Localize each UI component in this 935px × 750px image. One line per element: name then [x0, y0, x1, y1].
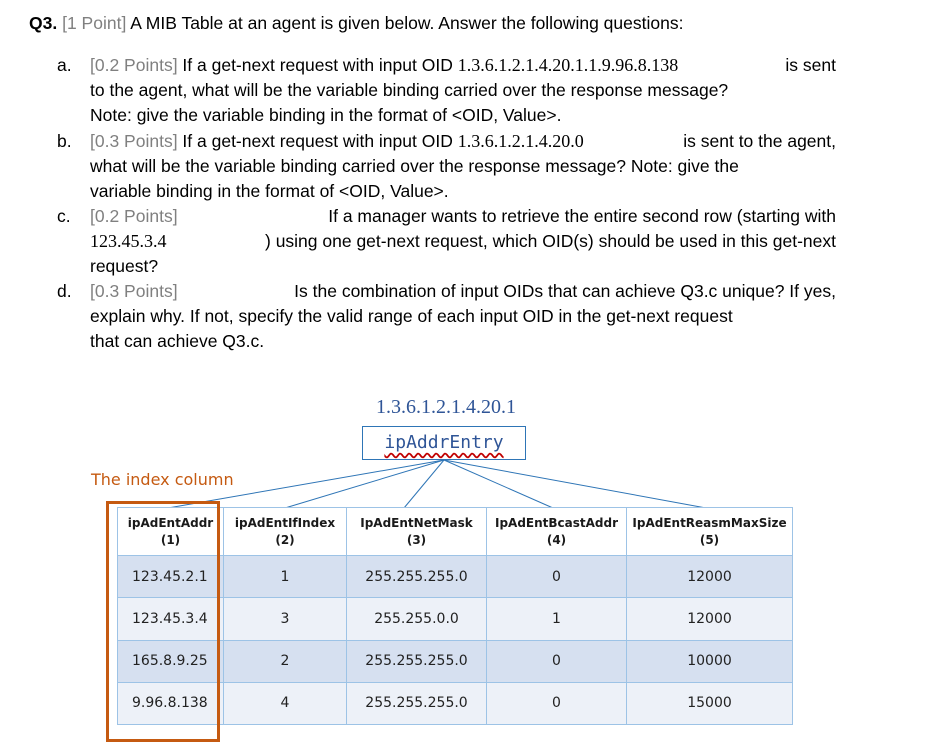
- column-header: ipAdEntIfIndex (2): [224, 508, 347, 556]
- table-cell: 165.8.9.25: [118, 640, 224, 682]
- table-cell: 4: [224, 682, 347, 724]
- question-text: A MIB Table at an agent is given below. Answer the following questions:: [130, 13, 684, 33]
- table-cell: 2: [224, 640, 347, 682]
- item-points: [0.3 Points]: [90, 131, 178, 151]
- column-header: IpAdEntBcastAddr (4): [487, 508, 627, 556]
- table-cell: 12000: [627, 598, 793, 640]
- column-header: IpAdEntReasmMaxSize (5): [627, 508, 793, 556]
- table-cell: 0: [487, 682, 627, 724]
- item-label: b.: [57, 131, 72, 151]
- table-cell: 10000: [627, 640, 793, 682]
- table-cell: 255.255.255.0: [347, 640, 487, 682]
- table-cell: 255.255.255.0: [347, 556, 487, 598]
- question-number: Q3.: [29, 13, 58, 33]
- table-cell: 255.255.0.0: [347, 598, 487, 640]
- table-cell: 9.96.8.138: [118, 682, 224, 724]
- item-line: [0.2 Points] If a get-next request with input OID 1.3.6.1.2.1.4.20.1.1.9.96.8.138 is sent: [90, 55, 836, 75]
- input-oid: 1.3.6.1.2.1.4.20.0: [457, 131, 584, 151]
- column-header: ipAdEntAddr (1): [118, 508, 224, 556]
- item-points: [0.3 Points]: [90, 281, 178, 301]
- row-oid: 123.45.3.4: [90, 231, 167, 251]
- connector-line: [404, 460, 444, 508]
- entry-oid: 1.3.6.1.2.1.4.20.1: [376, 396, 516, 418]
- item-line: to the agent, what will be the variable binding carried over the response message?: [90, 80, 729, 100]
- table-cell: 123.45.2.1: [118, 556, 224, 598]
- item-line: [0.3 Points] If a get-next request with input OID 1.3.6.1.2.1.4.20.0 is sent to the agent,: [90, 131, 836, 151]
- item-line: explain why. If not, specify the valid range of each input OID in the get-next request: [90, 306, 733, 326]
- item-label: c.: [57, 206, 71, 226]
- item-line: variable binding in the format of <OID, Value>.: [90, 181, 449, 201]
- item-label: d.: [57, 281, 72, 301]
- table-cell: 15000: [627, 682, 793, 724]
- item-label: a.: [57, 55, 72, 75]
- table-cell: 1: [224, 556, 347, 598]
- table-cell: 1: [487, 598, 627, 640]
- item-line: request?: [90, 256, 159, 276]
- table-cell: 0: [487, 556, 627, 598]
- table-cell: 255.255.255.0: [347, 682, 487, 724]
- table-cell: 3: [224, 598, 347, 640]
- index-column-highlight: [106, 501, 220, 742]
- question-points: [1 Point]: [62, 13, 127, 33]
- table-cell: 12000: [627, 556, 793, 598]
- table-cell: 123.45.3.4: [118, 598, 224, 640]
- entry-name: ipAddrEntry: [384, 432, 504, 453]
- item-points: [0.2 Points]: [90, 206, 178, 226]
- item-line: [0.2 Points] If a manager wants to retrieve the entire second row (starting with: [90, 204, 836, 229]
- entry-node: [362, 426, 526, 460]
- connector-line: [444, 460, 553, 508]
- item-line: what will be the variable binding carried over the response message? Note: give the: [90, 156, 739, 176]
- item-line: [0.3 Points] Is the combination of input OIDs that can achieve Q3.c unique? If yes,: [90, 279, 836, 304]
- index-column-caption: The index column: [91, 470, 234, 489]
- item-line: Note: give the variable binding in the format of <OID, Value>.: [90, 105, 562, 125]
- item-line: that can achieve Q3.c.: [90, 331, 265, 351]
- item-line: 123.45.3.4 ) using one get-next request, which OID(s) should be used in this get-next: [90, 229, 836, 254]
- connector-line: [444, 460, 706, 508]
- item-points: [0.2 Points]: [90, 55, 178, 75]
- input-oid: 1.3.6.1.2.1.4.20.1.1.9.96.8.138: [457, 55, 679, 75]
- table-cell: 0: [487, 640, 627, 682]
- column-header: IpAdEntNetMask (3): [347, 508, 487, 556]
